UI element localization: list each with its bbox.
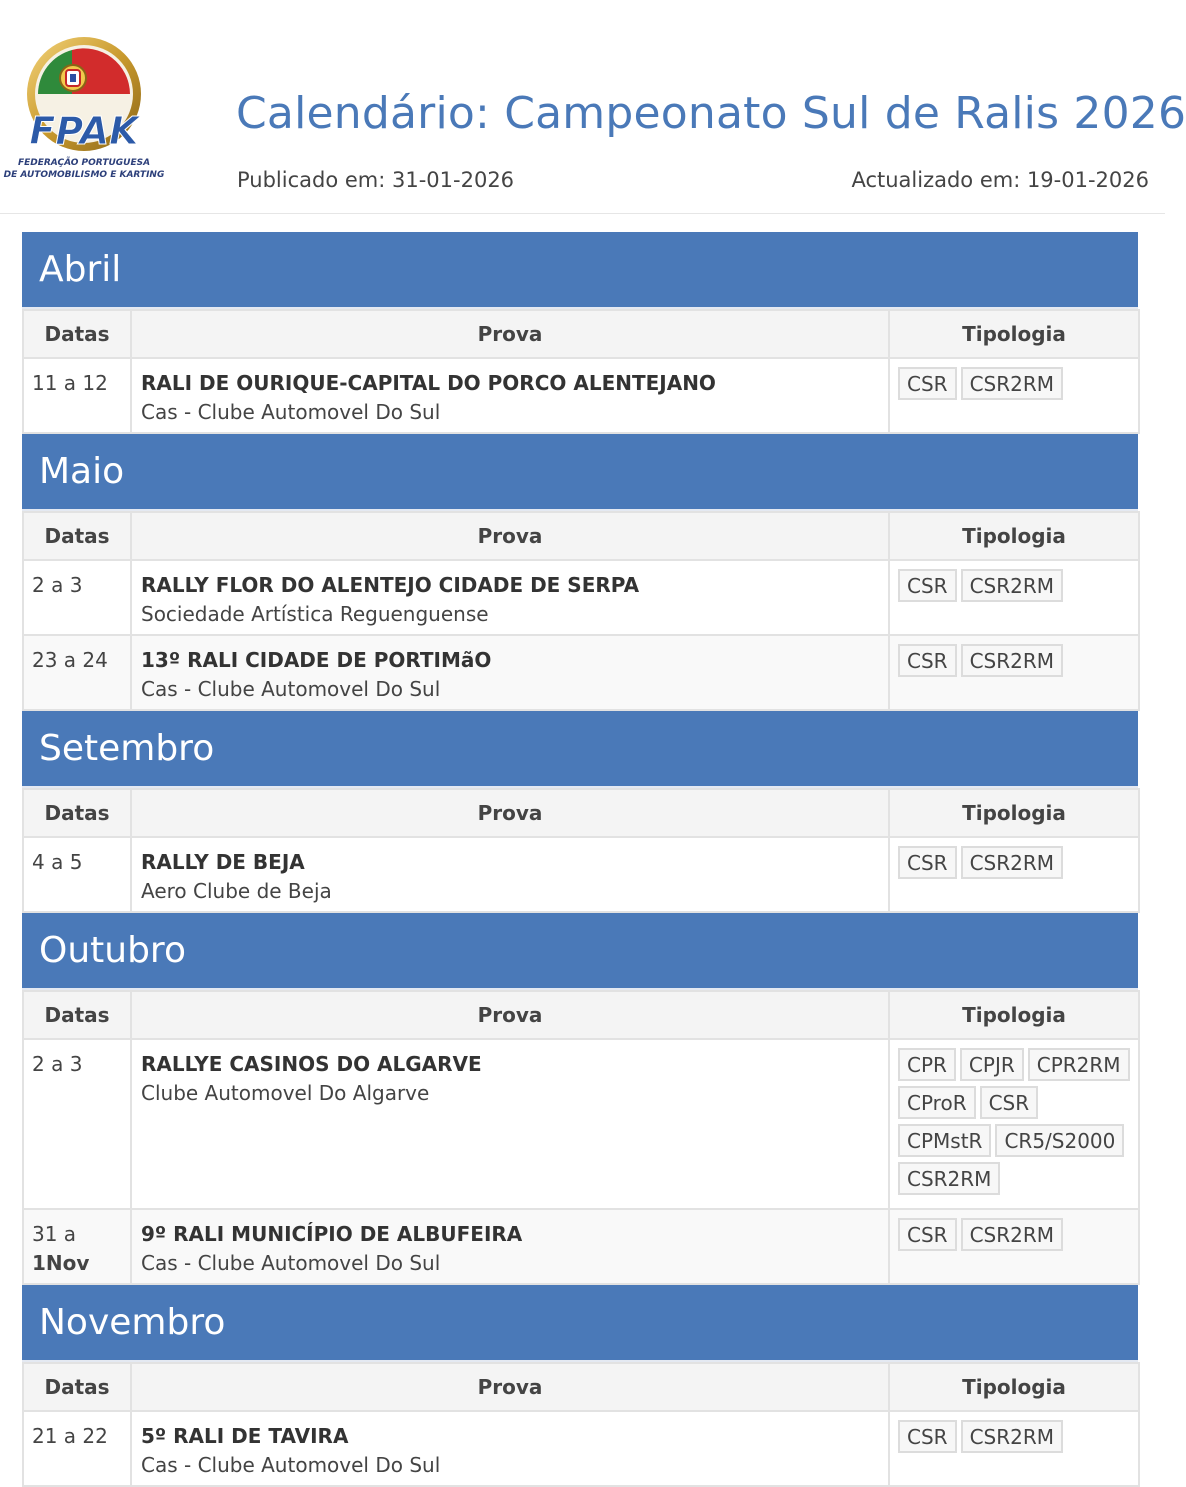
event-date-start: 4 a 5 bbox=[32, 850, 83, 874]
calendar bbox=[22, 232, 1138, 1487]
column-header-prova: Prova bbox=[131, 991, 889, 1039]
month-section bbox=[22, 434, 1138, 711]
month-header: Abril bbox=[22, 232, 1138, 309]
svg-text:DE AUTOMOBILISMO E KARTING: DE AUTOMOBILISMO E KARTING bbox=[3, 170, 165, 180]
tipologia-badge: CSR bbox=[898, 1218, 957, 1251]
page-header bbox=[0, 0, 1186, 214]
tipologia-badge: CPJR bbox=[960, 1048, 1024, 1081]
month-section bbox=[22, 232, 1138, 434]
event-date-start: 23 a 24 bbox=[32, 648, 108, 672]
event-tipologia bbox=[889, 560, 1139, 635]
tipologia-badge: CSR2RM bbox=[898, 1162, 1000, 1195]
tipologia-badge: CSR bbox=[898, 846, 957, 879]
tipologia-badge: CSR2RM bbox=[961, 569, 1063, 602]
updated-date: Actualizado em: 19-01-2026 bbox=[851, 168, 1149, 192]
event-row[interactable] bbox=[23, 1039, 1139, 1209]
event-name[interactable]: RALLY FLOR DO ALENTEJO CIDADE DE SERPA bbox=[141, 573, 640, 597]
event-name[interactable]: RALLYE CASINOS DO ALGARVE bbox=[141, 1052, 482, 1076]
event-info bbox=[131, 1411, 889, 1486]
event-date-end: 1Nov bbox=[32, 1251, 90, 1275]
event-date bbox=[23, 837, 131, 912]
events-table bbox=[22, 990, 1140, 1285]
svg-text:FEDERAÇÃO PORTUGUESA: FEDERAÇÃO PORTUGUESA bbox=[17, 158, 151, 168]
event-organizer: Cas - Clube Automovel Do Sul bbox=[141, 1453, 441, 1477]
fpak-logo bbox=[3, 32, 165, 184]
event-date bbox=[23, 1209, 131, 1284]
column-header-prova: Prova bbox=[131, 310, 889, 358]
column-header-datas: Datas bbox=[23, 310, 131, 358]
event-date-start: 31 a bbox=[32, 1222, 77, 1246]
event-date-start: 21 a 22 bbox=[32, 1424, 108, 1448]
tipologia-badge: CPMstR bbox=[898, 1124, 991, 1157]
column-header-tipologia: Tipologia bbox=[889, 789, 1139, 837]
events-table bbox=[22, 309, 1140, 434]
column-header-datas: Datas bbox=[23, 991, 131, 1039]
tipologia-badge: CSR2RM bbox=[961, 1218, 1063, 1251]
tipologia-badge: CSR bbox=[898, 367, 957, 400]
month-header: Maio bbox=[22, 434, 1138, 511]
event-date-start: 2 a 3 bbox=[32, 573, 83, 597]
column-header-datas: Datas bbox=[23, 789, 131, 837]
event-organizer: Clube Automovel Do Algarve bbox=[141, 1081, 430, 1105]
event-tipologia bbox=[889, 635, 1139, 710]
event-info bbox=[131, 837, 889, 912]
month-header: Setembro bbox=[22, 711, 1138, 788]
month-header: Novembro bbox=[22, 1285, 1138, 1362]
event-date bbox=[23, 560, 131, 635]
event-row[interactable] bbox=[23, 635, 1139, 710]
tipologia-badge: CSR2RM bbox=[961, 1420, 1063, 1453]
events-table bbox=[22, 788, 1140, 913]
event-row[interactable] bbox=[23, 560, 1139, 635]
tipologia-badge: CSR bbox=[898, 644, 957, 677]
published-date: Publicado em: 31-01-2026 bbox=[237, 168, 515, 192]
tipologia-badge: CR5/S2000 bbox=[995, 1124, 1124, 1157]
event-tipologia bbox=[889, 1039, 1139, 1209]
event-date bbox=[23, 635, 131, 710]
event-date bbox=[23, 1411, 131, 1486]
event-organizer: Cas - Clube Automovel Do Sul bbox=[141, 1251, 441, 1275]
svg-text:FPAK: FPAK bbox=[29, 109, 139, 153]
event-organizer: Sociedade Artística Reguenguense bbox=[141, 602, 489, 626]
tipologia-badge: CSR2RM bbox=[961, 846, 1063, 879]
column-header-prova: Prova bbox=[131, 1363, 889, 1411]
event-info bbox=[131, 635, 889, 710]
event-name[interactable]: 5º RALI DE TAVIRA bbox=[141, 1424, 349, 1448]
month-section bbox=[22, 1285, 1138, 1487]
month-section bbox=[22, 913, 1138, 1285]
tipologia-badge: CSR bbox=[980, 1086, 1039, 1119]
tipologia-badge: CSR2RM bbox=[961, 644, 1063, 677]
tipologia-badge: CSR bbox=[898, 569, 957, 602]
event-name[interactable]: RALI DE OURIQUE-CAPITAL DO PORCO ALENTEJANO bbox=[141, 371, 716, 395]
event-tipologia bbox=[889, 1209, 1139, 1284]
tipologia-badge: CPR2RM bbox=[1028, 1048, 1130, 1081]
event-row[interactable] bbox=[23, 1209, 1139, 1284]
event-organizer: Cas - Clube Automovel Do Sul bbox=[141, 677, 441, 701]
column-header-datas: Datas bbox=[23, 1363, 131, 1411]
event-date bbox=[23, 358, 131, 433]
column-header-tipologia: Tipologia bbox=[889, 991, 1139, 1039]
event-row[interactable] bbox=[23, 358, 1139, 433]
event-date-start: 11 a 12 bbox=[32, 371, 108, 395]
event-info bbox=[131, 1209, 889, 1284]
event-name[interactable]: RALLY DE BEJA bbox=[141, 850, 305, 874]
month-header: Outubro bbox=[22, 913, 1138, 990]
column-header-tipologia: Tipologia bbox=[889, 512, 1139, 560]
event-tipologia bbox=[889, 837, 1139, 912]
event-info bbox=[131, 1039, 889, 1209]
month-section bbox=[22, 711, 1138, 913]
event-info bbox=[131, 358, 889, 433]
events-table bbox=[22, 511, 1140, 711]
events-table bbox=[22, 1362, 1140, 1487]
event-organizer: Cas - Clube Automovel Do Sul bbox=[141, 400, 441, 424]
event-name[interactable]: 9º RALI MUNICÍPIO DE ALBUFEIRA bbox=[141, 1222, 523, 1246]
event-organizer: Aero Clube de Beja bbox=[141, 879, 332, 903]
page-title: Calendário: Campeonato Sul de Ralis 2026 bbox=[236, 88, 1186, 139]
tipologia-badge: CPR bbox=[898, 1048, 956, 1081]
column-header-datas: Datas bbox=[23, 512, 131, 560]
event-tipologia bbox=[889, 1411, 1139, 1486]
column-header-prova: Prova bbox=[131, 512, 889, 560]
tipologia-badge: CSR2RM bbox=[961, 367, 1063, 400]
event-tipologia bbox=[889, 358, 1139, 433]
tipologia-badge: CProR bbox=[898, 1086, 976, 1119]
column-header-tipologia: Tipologia bbox=[889, 1363, 1139, 1411]
column-header-tipologia: Tipologia bbox=[889, 310, 1139, 358]
event-info bbox=[131, 560, 889, 635]
event-row[interactable] bbox=[23, 837, 1139, 912]
event-date bbox=[23, 1039, 131, 1209]
column-header-prova: Prova bbox=[131, 789, 889, 837]
event-row[interactable] bbox=[23, 1411, 1139, 1486]
tipologia-badge: CSR bbox=[898, 1420, 957, 1453]
event-name[interactable]: 13º RALI CIDADE DE PORTIMãO bbox=[141, 648, 492, 672]
event-date-start: 2 a 3 bbox=[32, 1052, 83, 1076]
